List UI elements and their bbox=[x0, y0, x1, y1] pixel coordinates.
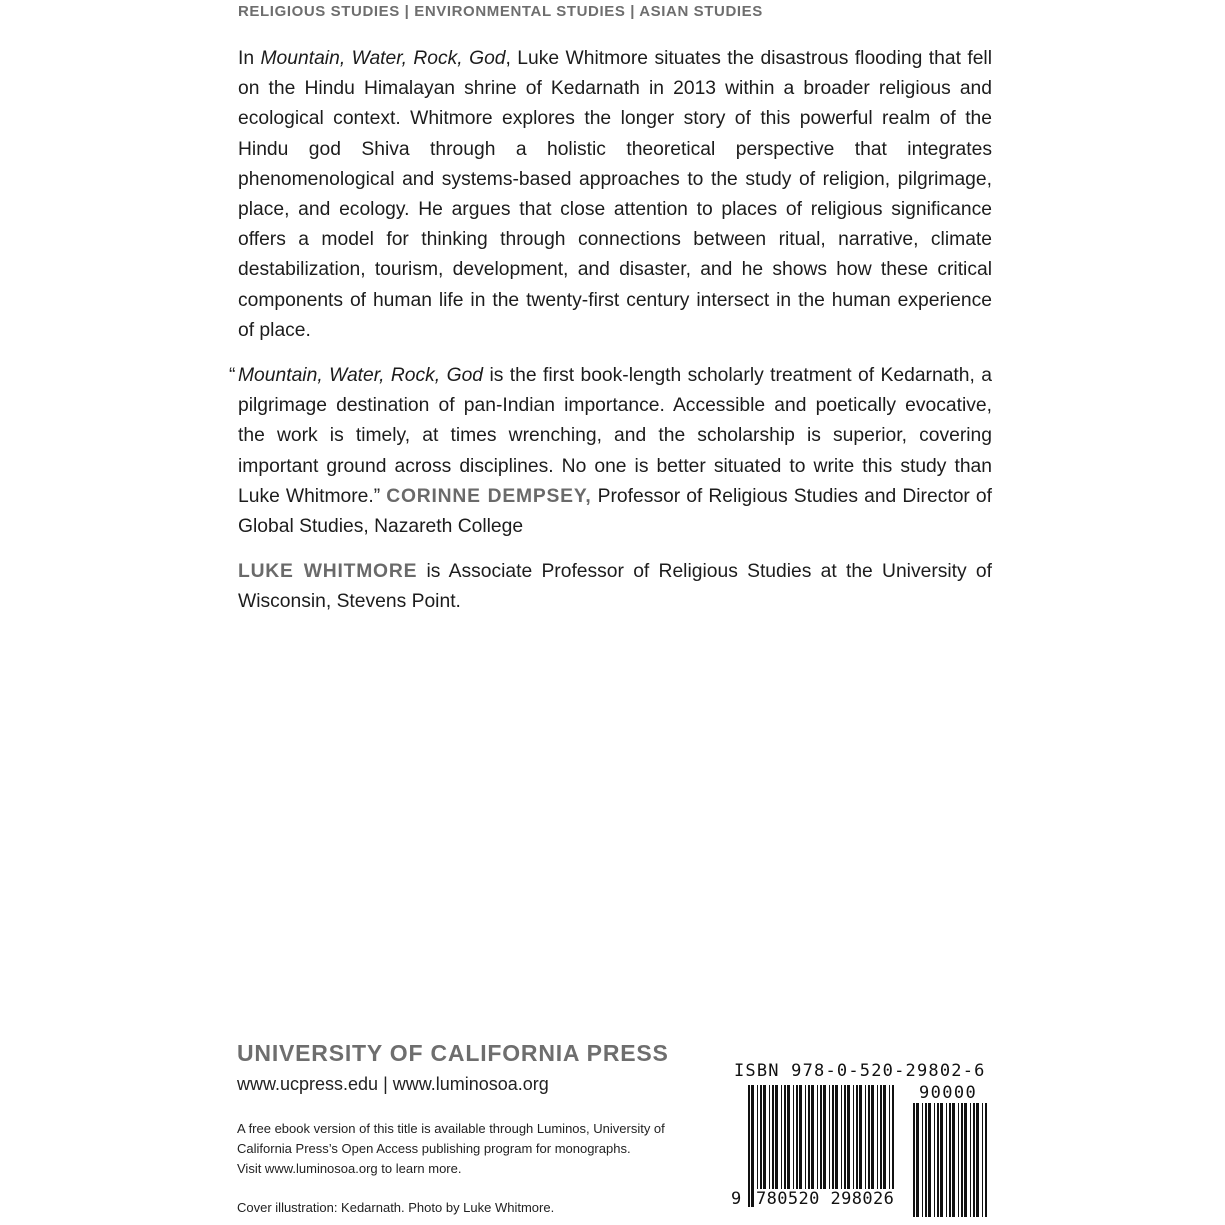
publisher-urls: www.ucpress.edu | www.luminosoa.org bbox=[237, 1074, 549, 1094]
barcode-bar bbox=[946, 1103, 947, 1217]
description-body: , Luke Whitmore situates the disastrous flooding that fell on the Hindu Himalayan shrine of Kedarnath in 2013 within a broader religious and ecological context. Whitmore explores the longer story of this powerful realm of the Hindu god Shiva through a holistic theoretical perspective that integrates phenomenological and systems-based approaches to the study of religion, pilgrimage, place, and ecology. He argues that close attention to places of religious significance offers a model for thinking through connections between ritual, narrative, climate destabilization, tourism, development, and disaster, and he shows how these critical components of human life in the twenty-first century intersect in the human experience of place. bbox=[238, 48, 993, 341]
cover-credit: Cover illustration: Kedarnath. Photo by Luke Whitmore. bbox=[237, 1200, 555, 1215]
endorser-name: CORINNE DEMPSEY, bbox=[386, 485, 592, 507]
ean-digits: 780520 298026 bbox=[756, 1189, 895, 1209]
isbn-number: ISBN 978-0-520-29802-6 bbox=[734, 1061, 986, 1081]
barcode-bar bbox=[961, 1103, 963, 1217]
barcode-bar bbox=[925, 1103, 927, 1217]
endorsement-book-title: Mountain, Water, Rock, God bbox=[238, 365, 484, 387]
back-cover-text bbox=[229, 44, 993, 618]
author-bio bbox=[238, 557, 992, 617]
ebook-notice bbox=[237, 1119, 707, 1179]
barcode-bar bbox=[940, 1103, 943, 1217]
book-description bbox=[238, 44, 992, 346]
ebook-line: California Press’s Open Access publishing program for monographs. bbox=[237, 1141, 631, 1156]
author-name: LUKE WHITMORE bbox=[238, 561, 418, 583]
barcode-bar bbox=[928, 1103, 931, 1217]
open-quote-mark: “ bbox=[229, 365, 236, 387]
barcode-bar bbox=[751, 1085, 754, 1207]
ebook-line: A free ebook version of this title is available through Luminos, University of bbox=[237, 1121, 665, 1136]
endorser-affiliation: Professor of Religious Studies and Director of Global Studies, Nazareth College bbox=[238, 485, 993, 538]
barcode-bar bbox=[982, 1103, 983, 1217]
barcode-bar bbox=[922, 1103, 923, 1217]
barcode-bar bbox=[748, 1085, 750, 1207]
ean-first-digit: 9 bbox=[731, 1189, 742, 1209]
barcode-bar bbox=[976, 1103, 979, 1217]
author-bio-text: is Associate Professor of Religious Studies at the University of Wisconsin, Stevens Point. bbox=[238, 561, 992, 613]
barcode-bar bbox=[934, 1103, 935, 1217]
barcode-bar bbox=[970, 1103, 971, 1217]
barcode-bar bbox=[973, 1103, 975, 1217]
barcode-bar bbox=[913, 1103, 915, 1217]
description-intro: In bbox=[238, 48, 261, 69]
endorsement-quote bbox=[229, 361, 993, 542]
barcode-bar bbox=[952, 1103, 955, 1217]
price-code: 90000 bbox=[919, 1083, 978, 1103]
ebook-line: Visit www.luminosoa.org to learn more. bbox=[237, 1161, 462, 1176]
barcode-bar bbox=[916, 1103, 919, 1217]
publisher-name: UNIVERSITY OF CALIFORNIA PRESS bbox=[237, 1040, 669, 1066]
subject-categories: RELIGIOUS STUDIES | ENVIRONMENTAL STUDIES | ASIAN STUDIES bbox=[238, 3, 763, 20]
barcode-bar bbox=[937, 1103, 939, 1217]
barcode-bar bbox=[964, 1103, 967, 1217]
barcode-bar bbox=[985, 1103, 987, 1217]
endorsement-body: is the first book-length scholarly treatment of Kedarnath, a pilgrimage destination of pan-Indian importance. Accessible and poetically evocative, the work is timely, at times wrenching, and the scholarship is superior, covering important ground across disciplines. No one is better situated to write this study than Luke Whitmore.” bbox=[238, 365, 992, 507]
barcode-bar bbox=[958, 1103, 959, 1217]
barcode-bar bbox=[949, 1103, 951, 1217]
description-book-title: Mountain, Water, Rock, God bbox=[260, 48, 506, 69]
